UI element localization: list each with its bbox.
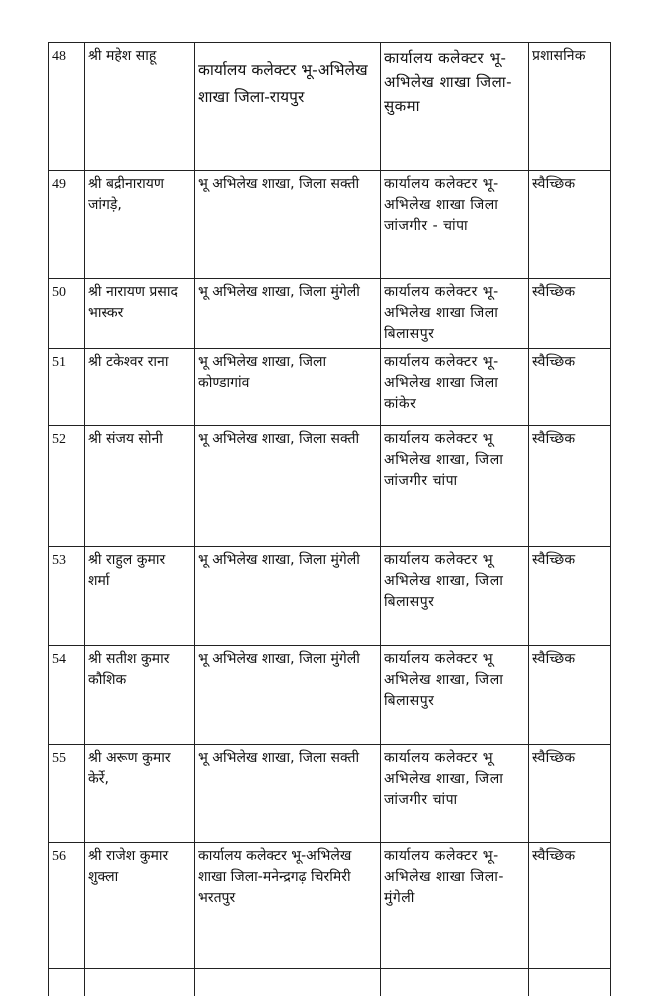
transfer-office: कार्यालय कलेक्टर भू-अभिलेख शाखा जिला जांजगीर - चांपा (381, 171, 529, 279)
employee-name: श्री टकेश्वर राना (85, 349, 195, 426)
table-row (49, 171, 611, 279)
current-office: भू अभिलेख शाखा, जिला मुंगेली (195, 279, 381, 349)
transfer-type: स्वैच्छिक (529, 646, 611, 745)
transfer-type: स्वैच्छिक (529, 745, 611, 843)
transfer-type: स्वैच्छिक (529, 843, 611, 969)
table-row (49, 349, 611, 426)
current-office: भू अभिलेख शाखा, जिला सक्ती (195, 171, 381, 279)
current-office: भू अभिलेख शाखा, जिला सक्ती (195, 745, 381, 843)
transfer-type: स्वैच्छिक (529, 547, 611, 646)
transfer-type: प्रशासनिक (529, 43, 611, 171)
table-row (49, 279, 611, 349)
serial-number: 52 (49, 426, 85, 547)
transfer-table (48, 42, 611, 996)
table-row (49, 43, 611, 171)
transfer-type: स्वैच्छिक (529, 426, 611, 547)
table-row (49, 547, 611, 646)
transfer-office: कार्यालय कलेक्टर भू-अभिलेख शाखा जिला बिलासपुर (381, 279, 529, 349)
employee-name: श्री सतीश कुमार कौशिक (85, 646, 195, 745)
serial-number: 51 (49, 349, 85, 426)
serial-number: 53 (49, 547, 85, 646)
current-office: भू अभिलेख शाखा, जिला मुंगेली (195, 547, 381, 646)
transfer-office: कार्यालय कलेक्टर भू अभिलेख शाखा, जिला जांजगीर चांपा (381, 745, 529, 843)
table-row (49, 646, 611, 745)
serial-number: 49 (49, 171, 85, 279)
table-row (49, 843, 611, 969)
employee-name: श्री नारायण प्रसाद भास्कर (85, 279, 195, 349)
transfer-type: स्वैच्छिक (529, 279, 611, 349)
serial-number: 55 (49, 745, 85, 843)
transfer-office: कार्यालय कलेक्टर भू अभिलेख शाखा, जिला बिलासपुर (381, 547, 529, 646)
employee-name: श्री अरूण कुमार केर्रे, (85, 745, 195, 843)
transfer-office: कार्यालय कलेक्टर भू अभिलेख शाखा, जिला बिलासपुर (381, 646, 529, 745)
serial-number: 50 (49, 279, 85, 349)
current-office: भू अभिलेख शाखा, जिला मुंगेली (195, 646, 381, 745)
transfer-type: स्वैच्छिक (529, 349, 611, 426)
transfer-type: स्वैच्छिक (529, 171, 611, 279)
employee-name: श्री बद्रीनारायण जांगड़े, (85, 171, 195, 279)
employee-name: श्री महेश साहू (85, 43, 195, 171)
table-row (49, 426, 611, 547)
current-office: कार्यालय कलेक्टर भू-अभिलेख शाखा जिला-मनेन्द्रगढ़ चिरमिरी भरतपुर (195, 843, 381, 969)
serial-number: 56 (49, 843, 85, 969)
transfer-office: कार्यालय कलेक्टर भू अभिलेख शाखा, जिला जांजगीर चांपा (381, 426, 529, 547)
transfer-office: कार्यालय कलेक्टर भू-अभिलेख शाखा जिला-मुंगेली (381, 843, 529, 969)
employee-name: श्री संजय सोनी (85, 426, 195, 547)
employee-name: श्री राहुल कुमार शर्मा (85, 547, 195, 646)
serial-number: 54 (49, 646, 85, 745)
table-row (49, 745, 611, 843)
current-office: भू अभिलेख शाखा, जिला कोण्डागांव (195, 349, 381, 426)
current-office: भू अभिलेख शाखा, जिला सक्ती (195, 426, 381, 547)
employee-name: श्री राजेश कुमार शुक्ला (85, 843, 195, 969)
transfer-office: कार्यालय कलेक्टर भू-अभिलेख शाखा जिला-सुकमा (381, 43, 529, 171)
transfer-office: कार्यालय कलेक्टर भू-अभिलेख शाखा जिला कांकेर (381, 349, 529, 426)
serial-number: 48 (49, 43, 85, 171)
current-office: कार्यालय कलेक्टर भू-अभिलेख शाखा जिला-रायपुर (195, 43, 381, 171)
